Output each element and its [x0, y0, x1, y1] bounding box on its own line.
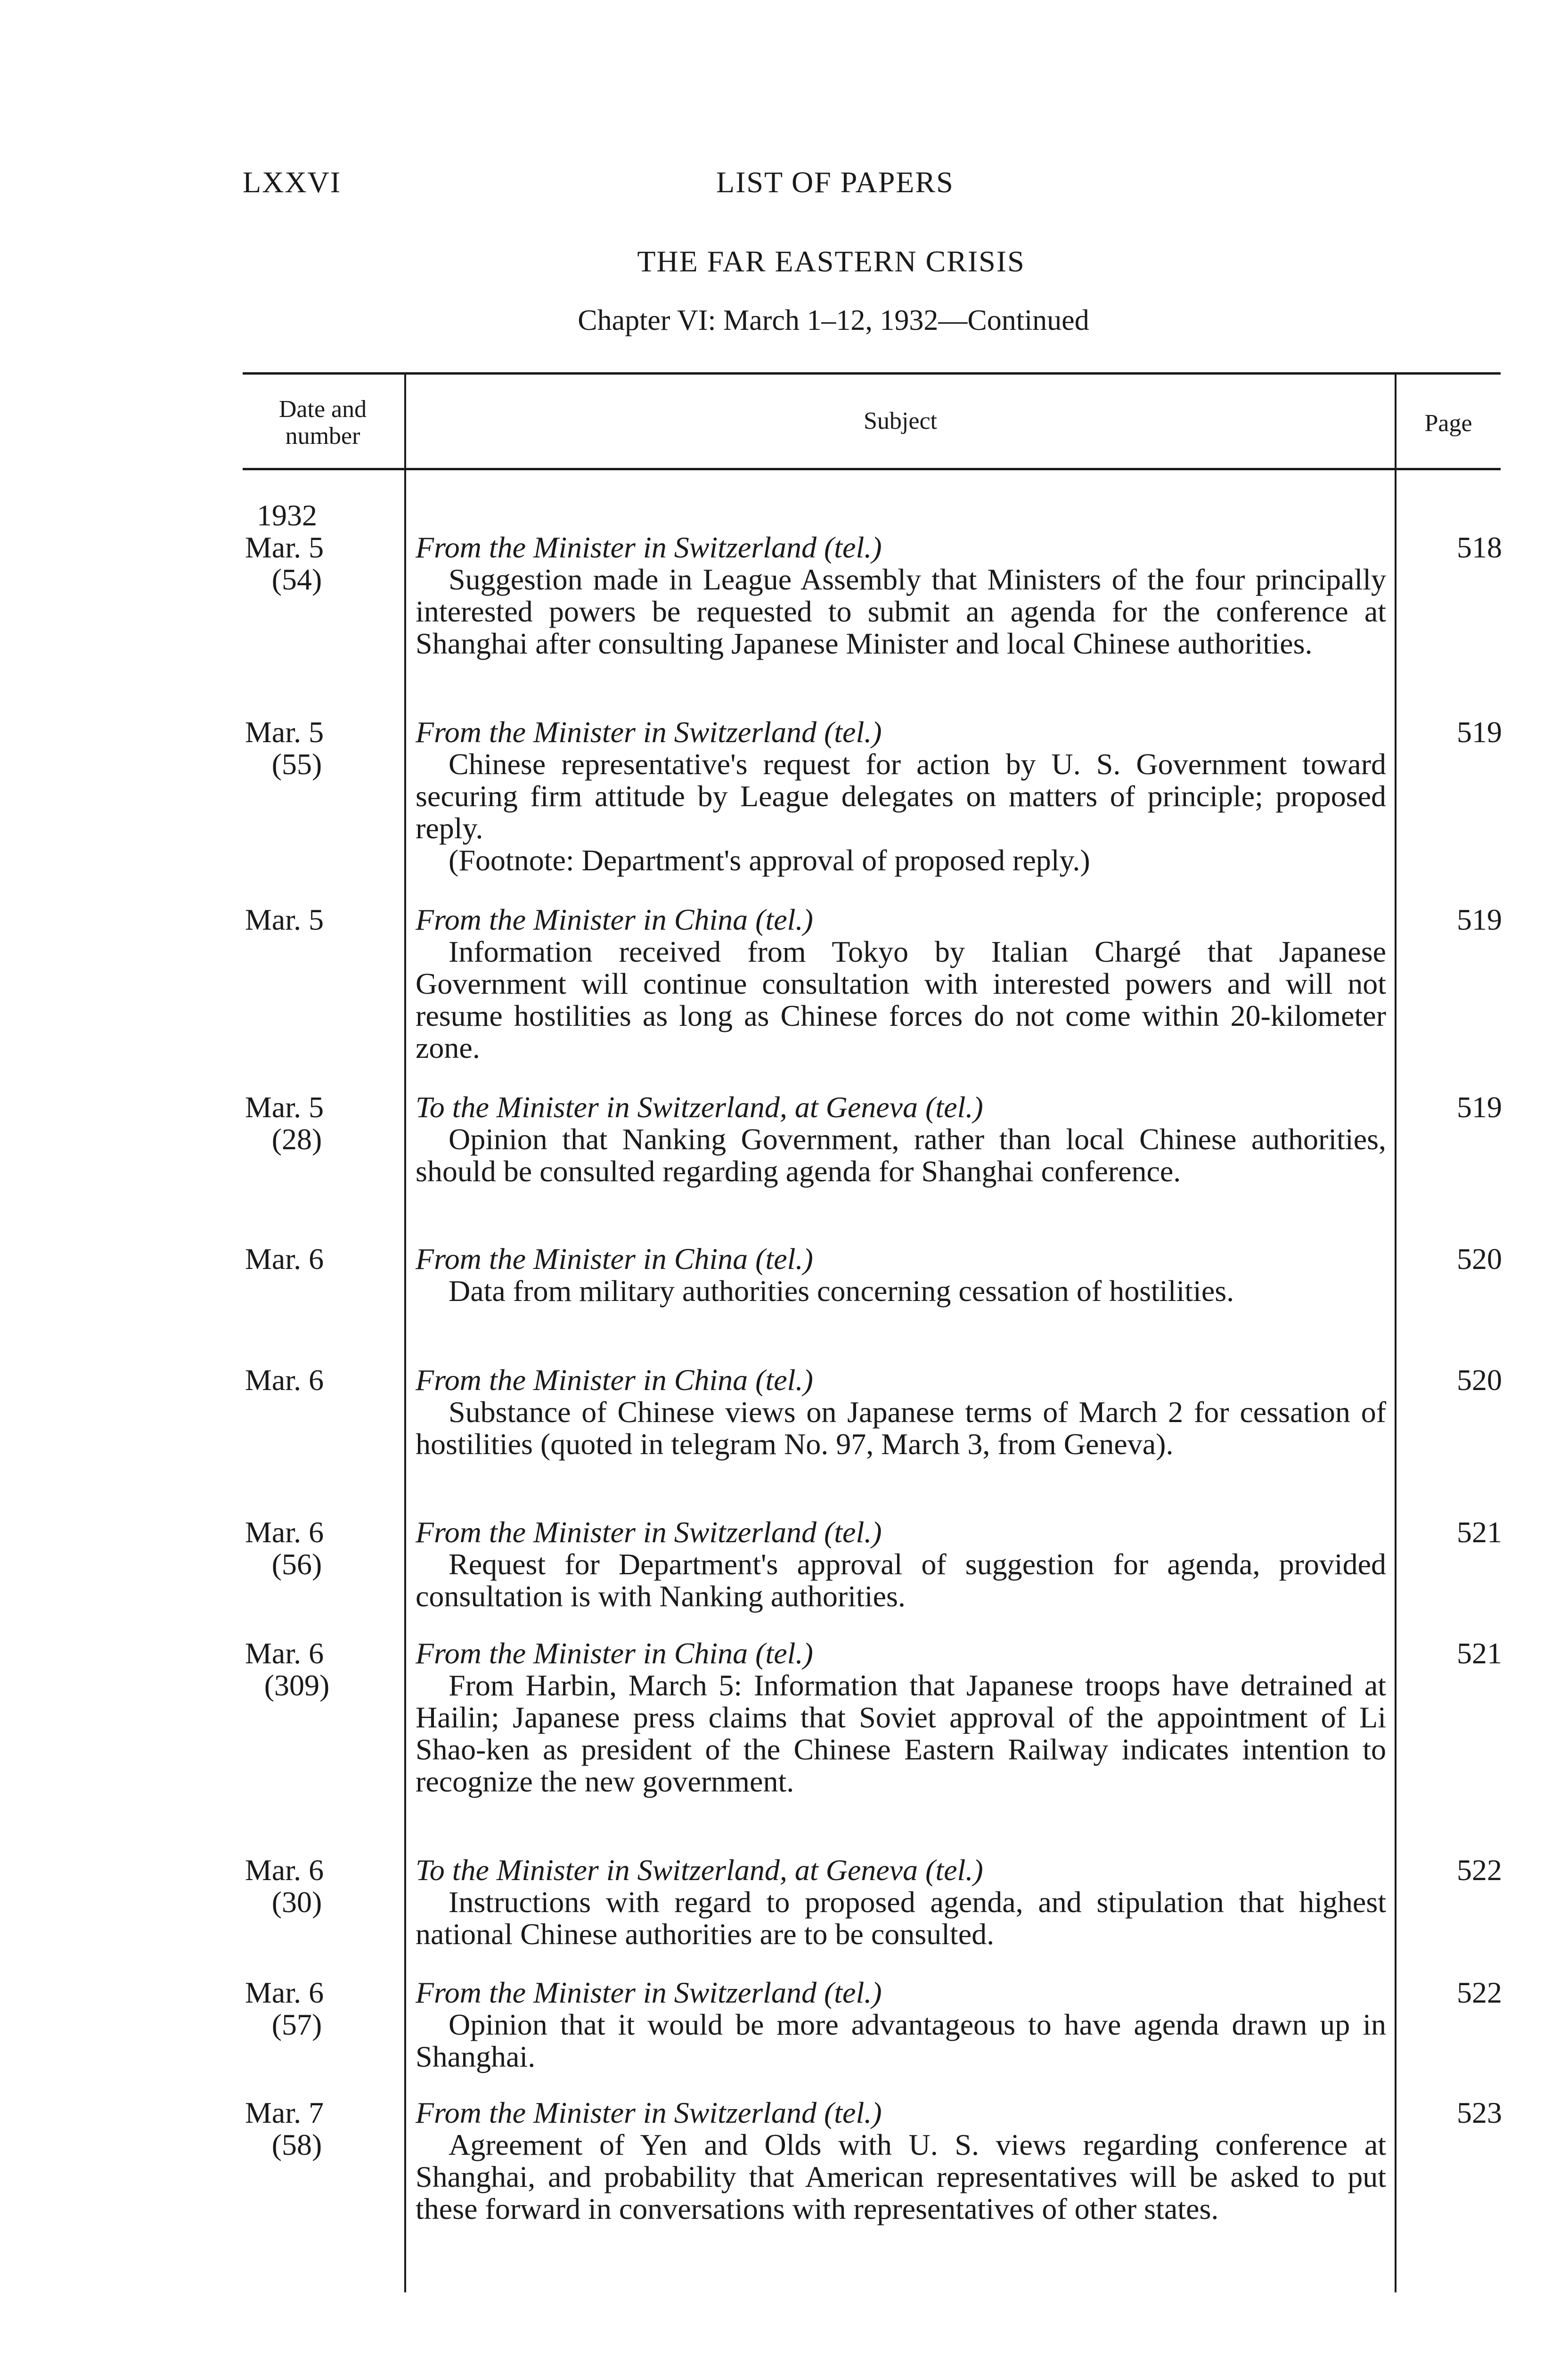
entry-subject — [416, 1854, 1386, 1950]
entry-footnote: (Footnote: Department's approval of proposed reply.) — [449, 843, 1090, 877]
column-divider-left — [404, 372, 406, 2292]
entry-page: 519 — [1457, 715, 1502, 749]
table-top-rule — [243, 372, 1501, 375]
entry-text: From Harbin, March 5: Information that Japanese troops have detrained at Hailin; Japanese press claims that Soviet approval of the appointment of Li Shao-ken as president of the Chinese Eastern Railway indicates intention to recognize the new government. — [416, 1669, 1386, 1798]
entry-source: To the Minister in Switzerland, at Geneva (tel.) — [416, 1090, 983, 1124]
entry-date: Mar. 5 (54) — [245, 532, 386, 596]
entry-subject — [416, 1637, 1386, 1798]
entry-date: Mar. 5 (28) — [245, 1091, 386, 1155]
column-header-subject: Subject — [864, 408, 937, 434]
entry-number: (57) — [271, 2008, 322, 2041]
entry-subject — [416, 716, 1386, 876]
entry-number: (309) — [264, 1669, 330, 1702]
entry-subject — [416, 1516, 1386, 1612]
entry-date: Mar. 6 (56) — [245, 1516, 386, 1580]
column-header-date-line2: number — [285, 423, 360, 450]
running-head: LIST OF PAPERS — [716, 165, 954, 199]
entry-source: From the Minister in China (tel.) — [416, 1242, 813, 1276]
chapter-heading: Chapter VI: March 1–12, 1932—Continued — [578, 304, 1089, 336]
entry-page: 521 — [1457, 1636, 1502, 1670]
entry-subject — [416, 1091, 1386, 1187]
entry-page: 518 — [1457, 531, 1502, 564]
entry-text: Substance of Chinese views on Japanese terms of March 2 for cessation of hostilities (quoted in telegram No. 97, March 3, from Geneva). — [416, 1395, 1386, 1461]
header-bottom-rule — [243, 468, 1501, 470]
entry-number: (56) — [271, 1547, 322, 1581]
year-label: 1932 — [257, 499, 317, 532]
entry-source: From the Minister in Switzerland (tel.) — [416, 1976, 882, 2009]
entry-date: Mar. 6 — [245, 1242, 324, 1276]
entry-text: Instructions with regard to proposed agenda, and stipulation that highest national Chinese authorities are to be consulted. — [416, 1885, 1386, 1951]
entry-text: Suggestion made in League Assembly that Ministers of the four principally interested powers be requested to submit an agenda for the conference at Shanghai after consulting Japanese Minister and local Chinese authorities. — [416, 563, 1386, 660]
entry-number: (30) — [271, 1885, 322, 1919]
entry-page: 520 — [1457, 1363, 1502, 1397]
entry-source: From the Minister in China (tel.) — [416, 1363, 813, 1397]
page-number-roman: LXXVI — [243, 165, 342, 199]
entry-text: Request for Department's approval of suggestion for agenda, provided consultation is with Nanking authorities. — [416, 1547, 1386, 1613]
entry-date: Mar. 6 (30) — [245, 1854, 386, 1918]
entry-subject — [416, 904, 1386, 1064]
entry-page: 519 — [1457, 1090, 1502, 1124]
entry-page: 520 — [1457, 1242, 1502, 1276]
entry-page: 522 — [1457, 1853, 1502, 1887]
entry-text: Information received from Tokyo by Italian Chargé that Japanese Government will continue consultation with interested powers and will not resume hostilities as long as Chinese forces do not come within 20-kilometer zone. — [416, 935, 1386, 1064]
entry-subject — [416, 1977, 1386, 2073]
column-divider-right — [1395, 372, 1396, 2292]
entry-page: 523 — [1457, 2096, 1502, 2129]
entry-date: Mar. 5 (55) — [245, 716, 386, 780]
entry-date: Mar. 7 (58) — [245, 2097, 386, 2161]
entry-date: Mar. 5 — [245, 903, 324, 936]
entry-date: Mar. 6 — [245, 1363, 324, 1397]
entry-text: Agreement of Yen and Olds with U. S. views regarding conference at Shanghai, and probability that American representatives will be asked to put these forward in conversations with representatives of other states. — [416, 2128, 1386, 2225]
entry-source: From the Minister in Switzerland (tel.) — [416, 715, 882, 749]
entry-number: (58) — [271, 2128, 322, 2161]
entry-text: Opinion that it would be more advantageous to have agenda drawn up in Shanghai. — [416, 2008, 1386, 2073]
entry-source: From the Minister in China (tel.) — [416, 903, 813, 936]
entry-page: 522 — [1457, 1976, 1502, 2009]
entry-source: From the Minister in Switzerland (tel.) — [416, 1515, 882, 1549]
entry-source: From the Minister in Switzerland (tel.) — [416, 2096, 882, 2129]
entry-page: 519 — [1457, 903, 1502, 936]
entry-subject — [416, 2097, 1386, 2225]
entry-text: Data from military authorities concerning cessation of hostilities. — [449, 1274, 1234, 1308]
entry-page: 521 — [1457, 1515, 1502, 1549]
entry-date: Mar. 6 (309) — [245, 1637, 386, 1702]
entry-date: Mar. 6 (57) — [245, 1977, 386, 2041]
entry-source: From the Minister in China (tel.) — [416, 1636, 813, 1670]
entry-source: From the Minister in Switzerland (tel.) — [416, 531, 882, 564]
entry-subject — [416, 532, 1386, 660]
entry-number: (55) — [271, 747, 322, 781]
entry-number: (54) — [271, 563, 322, 596]
entry-text: Chinese representative's request for action by U. S. Government toward securing firm attitude by League delegates on matters of principle; proposed reply. — [416, 747, 1386, 845]
entry-text: Opinion that Nanking Government, rather than local Chinese authorities, should be consulted regarding agenda for Shanghai conference. — [416, 1122, 1386, 1188]
section-title: THE FAR EASTERN CRISIS — [637, 245, 1025, 278]
column-header-page: Page — [1424, 410, 1472, 437]
entry-source: To the Minister in Switzerland, at Geneva (tel.) — [416, 1853, 983, 1887]
column-header-date-line1: Date and — [278, 396, 367, 423]
column-header-date — [245, 396, 400, 450]
entry-subject — [416, 1364, 1386, 1460]
entry-subject — [416, 1243, 1386, 1307]
entry-number: (28) — [271, 1122, 322, 1156]
